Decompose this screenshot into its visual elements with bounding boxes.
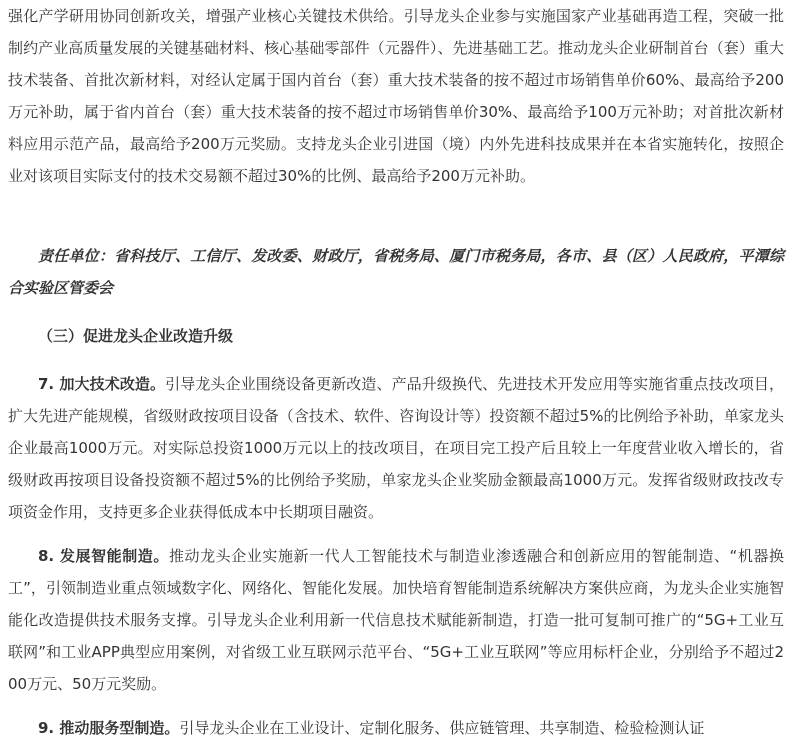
- item-9-heading: 9. 推动服务型制造。: [38, 719, 180, 737]
- responsible-units: 责任单位：省科技厅、工信厅、发改委、财政厅，省税务局、厦门市税务局，各市、县（区）人民政府，平潭综合实验区管委会: [8, 247, 784, 297]
- intro-paragraph: 强化产学研用协同创新攻关，增强产业核心关键技术供给。引导龙头企业参与实施国家产业基础再造工程，突破一批制约产业高质量发展的关键基础材料、核心基础零部件（元器件）、先进基础工艺。推动龙头企业研制首台（套）重大技术装备、首批次新材料，对经认定属于国内首台（套）重大技术装备的按不超过市场销售单价60%、最高给予200万元补助，属于省内首台（套）重大技术装备的按不超过市场销售单价30%、最高给予100万元补助；对首批次新材料应用示范产品，最高给予200万元奖励。支持龙头企业引进国（境）内外先进科技成果并在本省实施转化，按照企业对该项目实际支付的技术交易额不超过30%的比例、最高给予200万元补助。: [8, 7, 784, 185]
- item-7-heading: 7. 加大技术改造。: [38, 375, 166, 393]
- item-9-paragraph: [8, 712, 784, 744]
- item-7-paragraph: [8, 368, 784, 528]
- item-8-body: 推动龙头企业实施新一代人工智能技术与制造业渗透融合和创新应用的智能制造、“机器换工”，引领制造业重点领域数字化、网络化、智能化发展。加快培育智能制造系统解决方案供应商，为龙头企业实施智能化改造提供技术服务支撑。引导龙头企业利用新一代信息技术赋能新制造，打造一批可复制可推广的“5G+工业互联网”和工业APP典型应用案例，对省级工业互联网示范平台、“5G+工业互联网”等应用标杆企业，分别给予不超过200万元、50万元奖励。: [8, 547, 785, 693]
- section-heading: （三）促进龙头企业改造升级: [38, 327, 234, 345]
- item-7-body: 引导龙头企业围绕设备更新改造、产品升级换代、先进技术开发应用等实施省重点技改项目，扩大先进产能规模，省级财政按项目设备（含技术、软件、咨询设计等）投资额不超过5%的比例给予补助，单家龙头企业最高1000万元。对实际总投资1000万元以上的技改项目，在项目完工投产后且较上一年度营业收入增长的，省级财政再按项目设备投资额不超过5%的比例给予奖励，单家龙头企业奖励金额最高1000万元。发挥省级财政技改专项资金作用，支持更多企业获得低成本中长期项目融资。: [8, 375, 784, 521]
- item-8-paragraph: [8, 540, 784, 700]
- item-9-body: 引导龙头企业在工业设计、定制化服务、供应链管理、共享制造、检验检测认证: [179, 719, 705, 737]
- item-8-heading: 8. 发展智能制造。: [38, 547, 169, 565]
